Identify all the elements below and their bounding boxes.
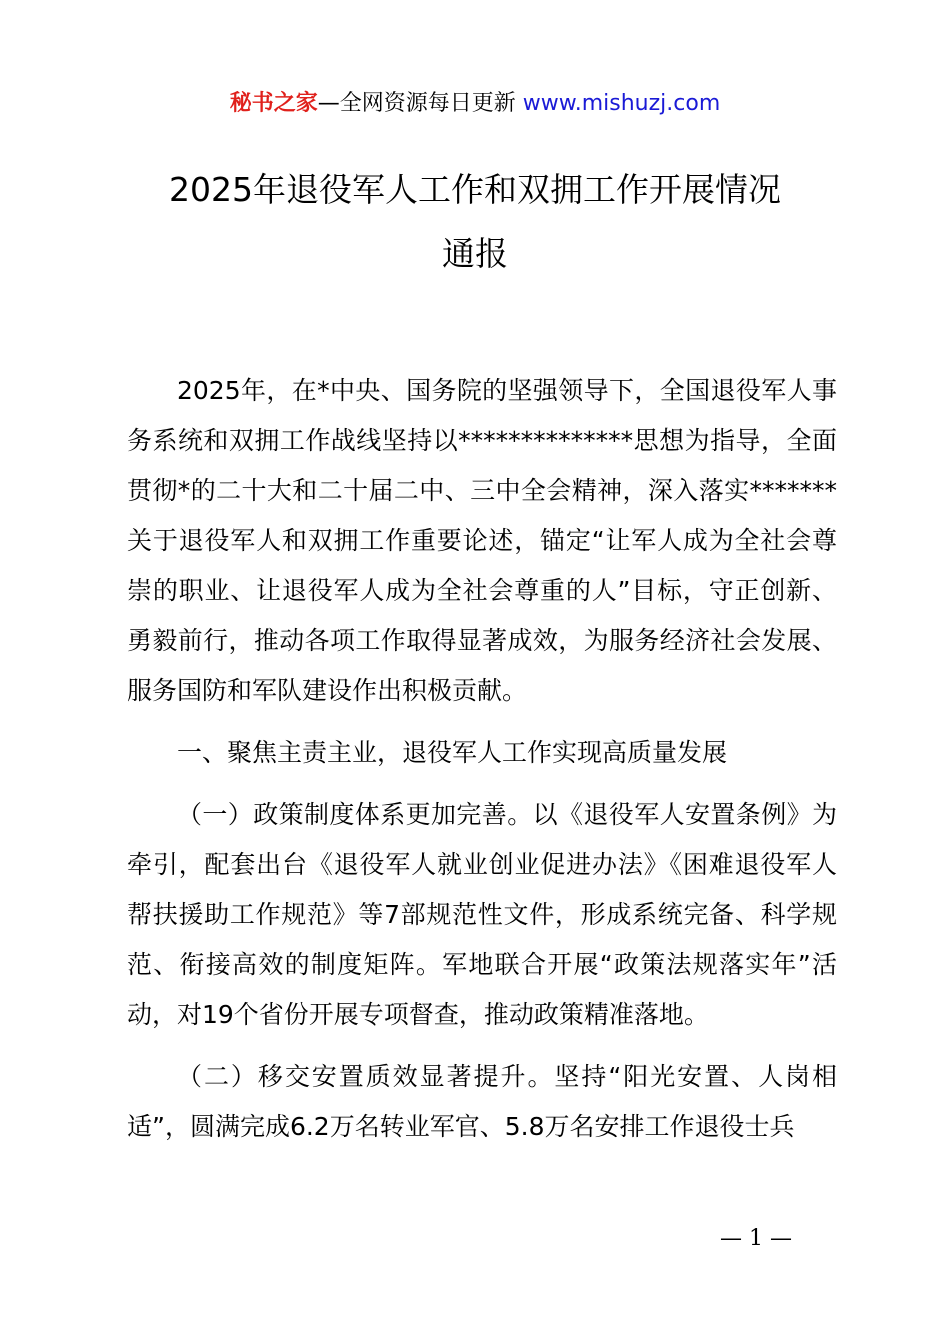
banner-slogan: —全网资源每日更新: [317, 91, 523, 116]
title-line-1: 2025年退役军人工作和双拥工作开展情况: [169, 170, 781, 209]
section-heading: 一、聚焦主责主业，退役军人工作实现高质量发展: [177, 738, 728, 767]
title-line-2: 通报: [442, 234, 508, 273]
site-banner: [0, 86, 950, 122]
site-url-link[interactable]: www.mishuzj.com: [522, 91, 721, 116]
body-paragraph: （二）移交安置质效显著提升。坚持“阳光安置、人岗相适”，圆满完成6.2万名转业军官、5.8万名安排工作退役士兵: [127, 1062, 837, 1141]
document-title: [0, 158, 950, 286]
body-paragraph: （一）政策制度体系更加完善。以《退役军人安置条例》为牵引，配套出台《退役军人就业创业促进办法》《困难退役军人帮扶援助工作规范》等7部规范性文件，形成系统完备、科学规范、衔接高效的制度矩阵。军地联合开展“政策法规落实年”活动，对19个省份开展专项督查，推动政策精准落地。: [127, 800, 837, 1029]
document-body: [127, 366, 837, 1164]
page-number: — 1 —: [720, 1226, 792, 1251]
intro-paragraph: 2025年，在*中央、国务院的坚强领导下，全国退役军人事务系统和双拥工作战线坚持以**************思想为指导，全面贯彻*的二十大和二十届二中、三中全会精神，深入落实*******关于退役军人和双拥工作重要论述，锚定“让军人成为全社会尊崇的职业、让退役军人成为全社会尊重的人”目标，守正创新、勇毅前行，推动各项工作取得显著成效，为服务经济社会发展、服务国防和军队建设作出积极贡献。: [127, 376, 837, 705]
brand-name: 秘书之家: [229, 91, 318, 116]
